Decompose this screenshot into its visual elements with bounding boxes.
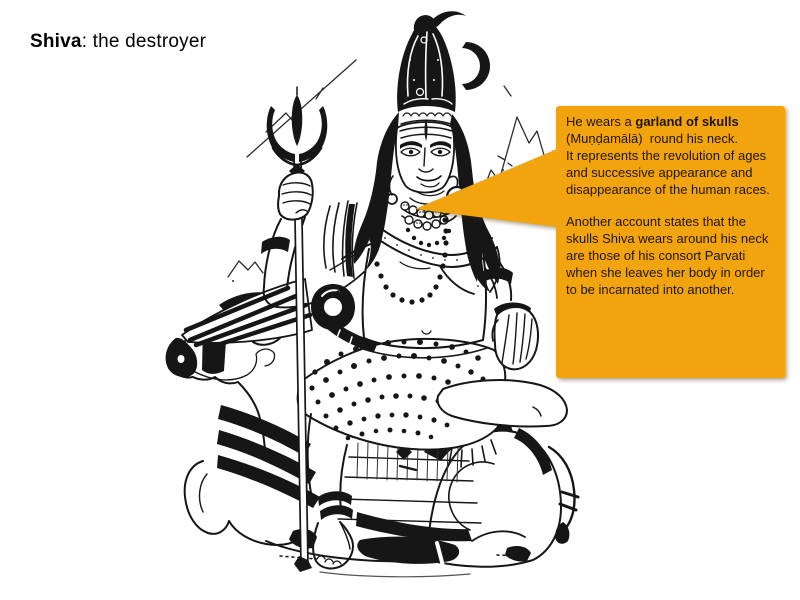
held-object — [311, 284, 355, 330]
anklet — [318, 491, 352, 506]
crescent-moon-icon — [462, 42, 490, 90]
callout-paragraph-1: He wears a garland of skulls (Muṇḍamālā) round his neck. It represents the revolution of ages and successive appearance and disappearance of the human races. — [566, 114, 770, 197]
title-rest: : the destroyer — [81, 31, 207, 52]
plume — [430, 11, 466, 28]
page-title — [30, 31, 206, 53]
shiva-head — [353, 11, 499, 292]
title-word-shiva: Shiva — [30, 31, 82, 52]
callout-paragraph-2: Another account states that the skulls Shiva wears around his neck are those of his consort Parvati when she leaves her body in order to be incarnated into another. — [566, 214, 769, 298]
gripping-hand — [278, 173, 313, 220]
folded-knee — [182, 279, 312, 349]
hair-left — [353, 112, 399, 270]
shoulder-cloth — [324, 201, 357, 278]
callout-box — [556, 106, 785, 378]
anklet — [320, 505, 353, 520]
ear-right — [449, 176, 458, 186]
armband — [261, 237, 290, 254]
